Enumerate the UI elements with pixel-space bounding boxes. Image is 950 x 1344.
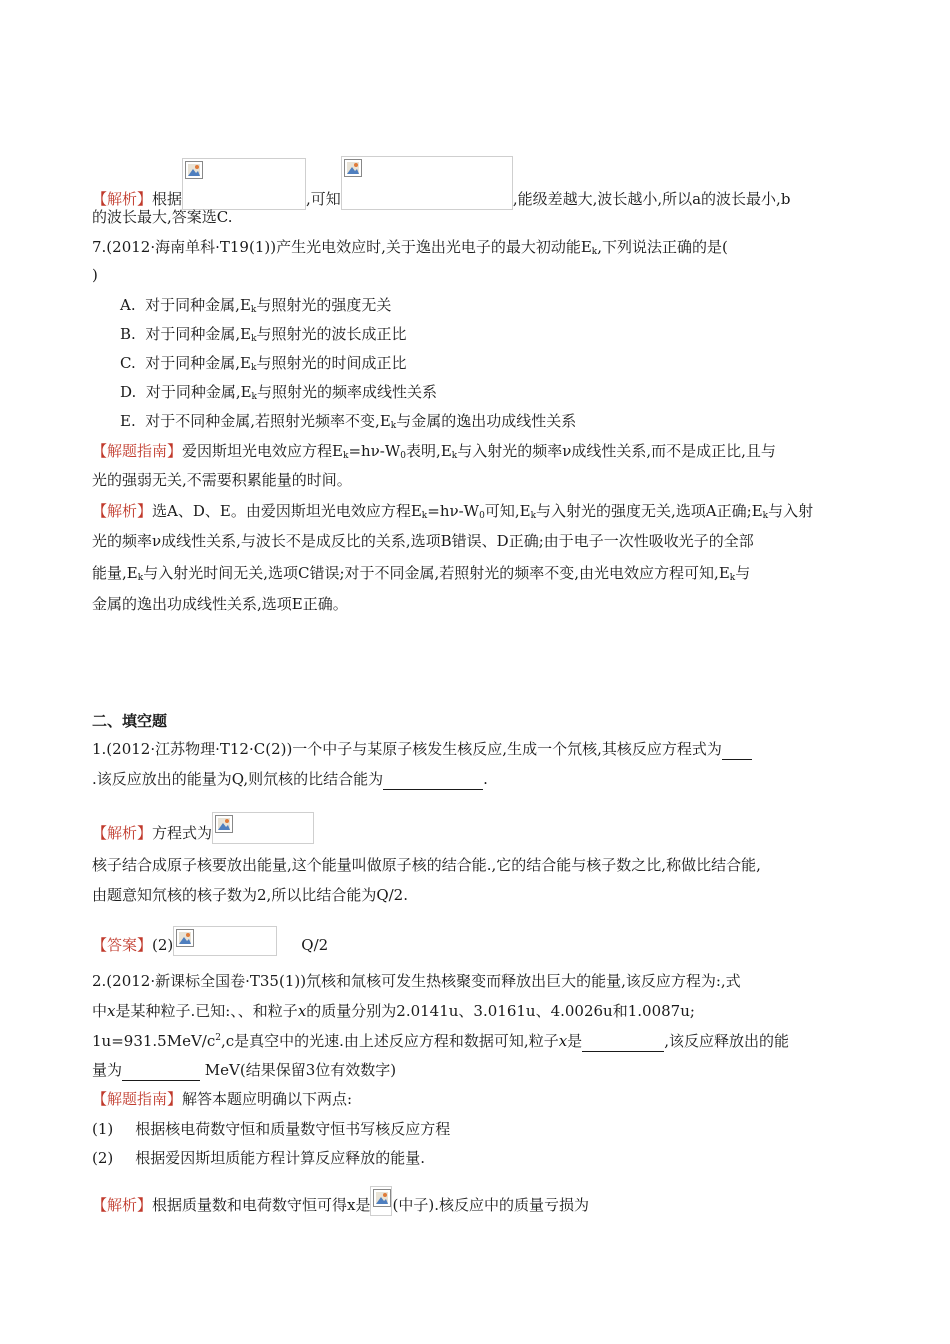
guide-f2-point1: (1) 根据核电荷数守恒和质量数守恒书写核反应方程	[92, 1120, 451, 1138]
analysis-7-line1: 【解析】选A、D、E。由爱因斯坦光电效应方程$E_k=h\nu-W_0$可知$,E_k$与入射光的强度无关,选项A正确$;E_k$与入射	[92, 502, 814, 521]
option-e: E. 对于不同种金属,若照射光频率不变$,E_k$与金属的逸出功成线性关系	[120, 412, 577, 431]
analysis-7-line4: 金属的逸出功成线性关系,选项E正确。	[92, 595, 348, 613]
fill-2-stem-line2: 中x是某种粒子.已知:、、和粒子x的质量分别为2.0141u、3.0161u、4.0026u和1.0087u;	[92, 1002, 695, 1020]
broken-image-icon	[185, 161, 203, 179]
formula-image-2	[341, 156, 513, 210]
formula-image-3	[212, 812, 314, 844]
guide-7-line1: 【解题指南】爱因斯坦光电效应方程$E_k=h\nu-W_0$表明$,E_k$与入射光的频率ν成线性关系,而不是成正比,且与	[92, 442, 776, 461]
analysis-f1-line3: 由题意知氘核的核子数为2,所以比结合能为Q/2.	[92, 886, 408, 904]
guide-f2: 【解题指南】解答本题应明确以下两点:	[92, 1090, 353, 1108]
formula-image-1	[182, 158, 306, 210]
question-7-stem: 7.(2012·海南单科·T19(1))产生光电效应时,关于逸出光电子的最大初动能$E_k$,下列说法正确的是(	[92, 238, 728, 257]
analysis-f1-line2: 核子结合成原子核要放出能量,这个能量叫做原子核的结合能.,它的结合能与核子数之比,称做比结合能,	[92, 856, 761, 874]
broken-image-icon	[373, 1189, 391, 1207]
answer-blank	[383, 773, 483, 790]
analysis-7-line2: 光的频率ν成线性关系,与波长不是成反比的关系,选项B错误、D正确;由于电子一次性吸收光子的全部	[92, 532, 754, 550]
answer-blank	[122, 1064, 200, 1081]
fill-2-stem-line4: 量为 MeV(结果保留3位有效数字)	[92, 1061, 397, 1079]
broken-image-icon	[176, 929, 194, 947]
analysis-6-line1: 【解析】根据 ,可知 ,能级差越大,波长越小,所以a的波长最小,b	[92, 156, 790, 210]
fill-1-stem: 1.(2012·江苏物理·T12·C(2))一个中子与某原子核发生核反应,生成一个氘核,其核反应方程式为	[92, 738, 752, 760]
analysis-tag: 【解析】	[92, 190, 153, 208]
broken-image-icon	[215, 815, 233, 833]
analysis-6-line2: 的波长最大,答案选C.	[92, 208, 233, 226]
fill-1-stem-line2: .该反应放出的能量为Q,则氘核的比结合能为 .	[92, 770, 488, 788]
formula-image-4	[173, 926, 277, 956]
analysis-f2: 【解析】根据质量数和电荷数守恒可得x是 (中子).核反应中的质量亏损为	[92, 1186, 589, 1216]
answer-blank	[582, 1035, 664, 1052]
section-2-title: 二、填空题	[92, 712, 168, 730]
option-c: C. 对于同种金属$,E_k$与照射光的时间成正比	[120, 354, 407, 373]
fill-2-stem-line3: $1u=931.5MeV/c^2,c$是真空中的光速.由上述反应方程和数据可知,粒子x是 ,该反应释放出的能	[92, 1032, 789, 1050]
fill-2-stem: 2.(2012·新课标全国卷·T35(1))氘核和氚核可发生热核聚变而释放出巨大的能量,该反应方程为:,式	[92, 972, 741, 990]
option-b: B. 对于同种金属$,E_k$与照射光的波长成正比	[120, 325, 407, 344]
guide-7-line2: 光的强弱无关,不需要积累能量的时间。	[92, 471, 352, 489]
analysis-7-line3: 能量$,E_k$与入射光时间无关,选项C错误;对于不同金属,若照射光的频率不变,由光电效应方程可知$,E_k$与	[92, 564, 751, 583]
formula-image-5	[370, 1186, 392, 1216]
answer-blank	[722, 743, 752, 760]
option-d: D. 对于同种金属$,E_k$与照射光的频率成线性关系	[120, 383, 438, 402]
analysis-f1: 【解析】方程式为	[92, 812, 314, 844]
answer-f1: 【答案】(2) Q/2	[92, 926, 328, 956]
question-7-stem-close: )	[92, 266, 98, 284]
option-a: A. 对于同种金属$,E_k$与照射光的强度无关	[120, 296, 392, 315]
broken-image-icon	[344, 159, 362, 177]
guide-f2-point2: (2) 根据爱因斯坦质能方程计算反应释放的能量.	[92, 1149, 426, 1167]
